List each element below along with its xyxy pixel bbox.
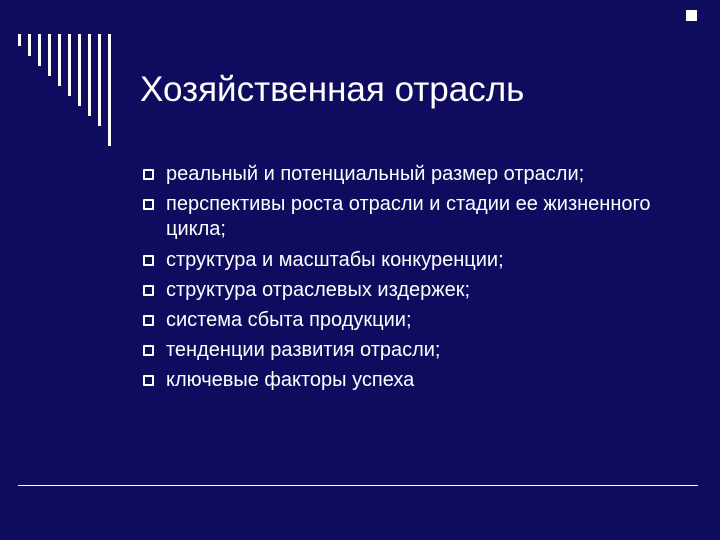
- bullet-list: [142, 162, 702, 398]
- bullet-text: структура отраслевых издержек;: [166, 279, 471, 301]
- decorative-bar: [28, 34, 31, 56]
- decorative-bar: [108, 34, 111, 146]
- bottom-divider: [18, 485, 698, 486]
- decorative-bar: [98, 34, 101, 126]
- hollow-square-icon: [143, 199, 154, 210]
- bullet-text: система сбыта продукции;: [166, 309, 412, 331]
- bullet-item: [142, 368, 702, 393]
- hollow-square-icon: [143, 169, 154, 180]
- decorative-bars: [18, 34, 118, 146]
- hollow-square-icon: [143, 345, 154, 356]
- decorative-bar: [58, 34, 61, 86]
- bullet-text: перспективы роста отрасли и стадии ее жизненного цикла;: [166, 193, 651, 240]
- slide-title: Хозяйственная отрасль: [140, 70, 525, 109]
- bullet-item: [142, 248, 702, 273]
- bullet-text: реальный и потенциальный размер отрасли;: [166, 163, 585, 185]
- hollow-square-icon: [143, 285, 154, 296]
- bullet-item: [142, 308, 702, 333]
- bullet-item: [142, 162, 702, 187]
- bullet-item: [142, 338, 702, 363]
- bullet-text: ключевые факторы успеха: [166, 369, 415, 391]
- bullet-text: тенденции развития отрасли;: [166, 339, 441, 361]
- bullet-text: структура и масштабы конкуренции;: [166, 249, 504, 271]
- hollow-square-icon: [143, 315, 154, 326]
- decorative-bar: [48, 34, 51, 76]
- hollow-square-icon: [143, 255, 154, 266]
- bullet-item: [142, 278, 702, 303]
- decorative-bar: [38, 34, 41, 66]
- decorative-bar: [88, 34, 91, 116]
- decorative-bar: [78, 34, 81, 106]
- hollow-square-icon: [143, 375, 154, 386]
- bullet-item: [142, 192, 702, 242]
- decorative-bar: [68, 34, 71, 96]
- decorative-bar: [18, 34, 21, 46]
- corner-square-decoration: [686, 10, 697, 21]
